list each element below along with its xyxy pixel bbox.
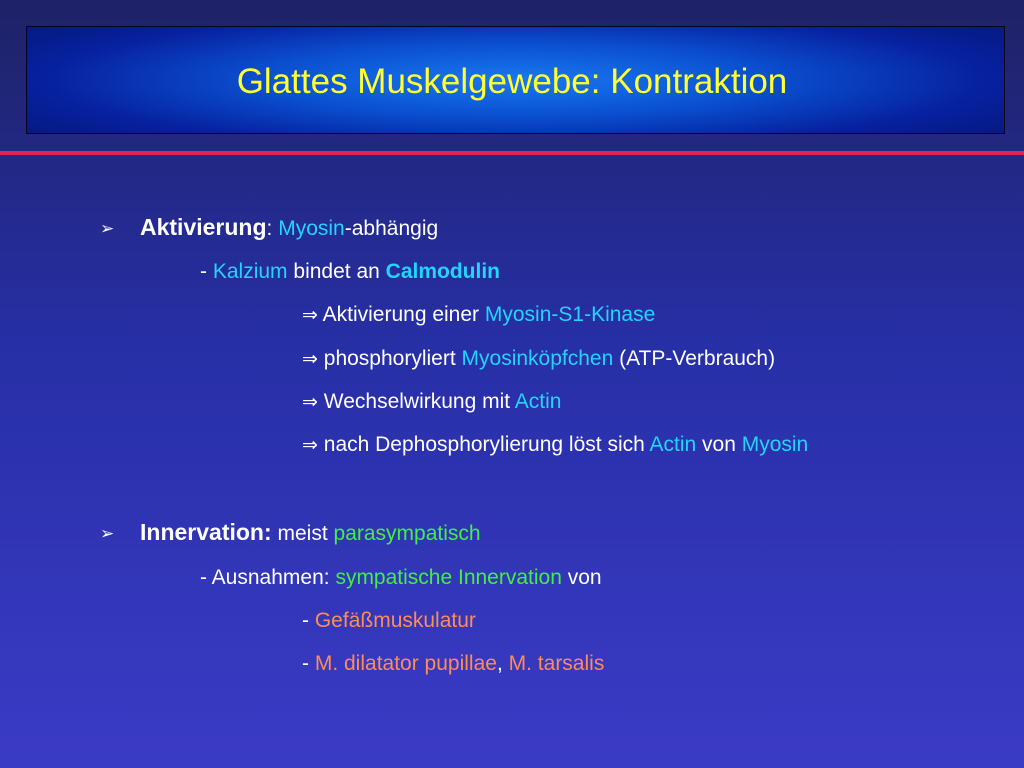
section1-heading: Aktivierung (140, 214, 267, 240)
title-divider (0, 151, 1024, 155)
section1-line3 (302, 302, 655, 328)
implies-arrow-icon: ⇒ (302, 434, 318, 456)
implies-arrow-icon: ⇒ (302, 391, 318, 413)
arrow-bullet-icon: ➢ (100, 524, 115, 543)
section1-line6 (302, 432, 808, 458)
section1-rest: -abhängig (344, 217, 439, 240)
section1-line5 (302, 389, 561, 415)
line6-term2: Myosin (741, 433, 809, 456)
line6-term1: Actin (649, 433, 697, 456)
section2-heading: Innervation (140, 519, 264, 545)
line2-prefix: - (200, 260, 207, 283)
section2-line4 (302, 651, 604, 677)
s2-line4-term2: M. tarsalis (508, 652, 605, 675)
line2-bold-term: Calmodulin (385, 260, 500, 283)
s2-line3-term: Gefäßmuskulatur (314, 609, 476, 632)
section1-line2 (200, 259, 500, 285)
section2-line2 (200, 565, 602, 591)
line4-text: phosphoryliert (323, 347, 456, 370)
slide-title: Glattes Muskelgewebe: Kontraktion (236, 62, 788, 101)
line6-text: nach Dephosphorylierung löst sich (323, 433, 645, 456)
implies-arrow-icon: ⇒ (302, 304, 318, 326)
section2-pre: meist (277, 522, 328, 545)
section1-sep: : (266, 217, 273, 240)
s2-line4-sep: , (496, 652, 503, 675)
section2-sep: : (263, 519, 272, 545)
line5-text: Wechselwirkung mit (323, 390, 511, 413)
s2-line3-prefix: - (302, 609, 309, 632)
section1-term: Myosin (278, 217, 345, 240)
implies-arrow-icon: ⇒ (302, 348, 318, 370)
s2-line2-term: sympatische Innervation (335, 566, 562, 589)
s2-line2-prefix: - Ausnahmen: (200, 566, 330, 589)
line6-mid: von (702, 433, 736, 456)
line2-term: Kalzium (212, 260, 288, 283)
line3-text: Aktivierung einer (322, 303, 480, 326)
section1-heading-line (140, 214, 438, 242)
section2-line3 (302, 608, 476, 634)
arrow-bullet-icon: ➢ (100, 219, 115, 238)
s2-line4-prefix: - (302, 652, 309, 675)
section2-heading-line (140, 519, 481, 547)
line4-term: Myosinköpfchen (461, 347, 614, 370)
s2-line2-rest: von (567, 566, 602, 589)
line2-mid: bindet an (293, 260, 380, 283)
line5-term: Actin (514, 390, 562, 413)
section1-line4 (302, 346, 775, 372)
line4-rest: (ATP-Verbrauch) (619, 347, 776, 370)
s2-line4-term1: M. dilatator pupillae (314, 652, 497, 675)
section2-term: parasympatisch (333, 522, 481, 545)
line3-term: Myosin-S1-Kinase (484, 303, 656, 326)
